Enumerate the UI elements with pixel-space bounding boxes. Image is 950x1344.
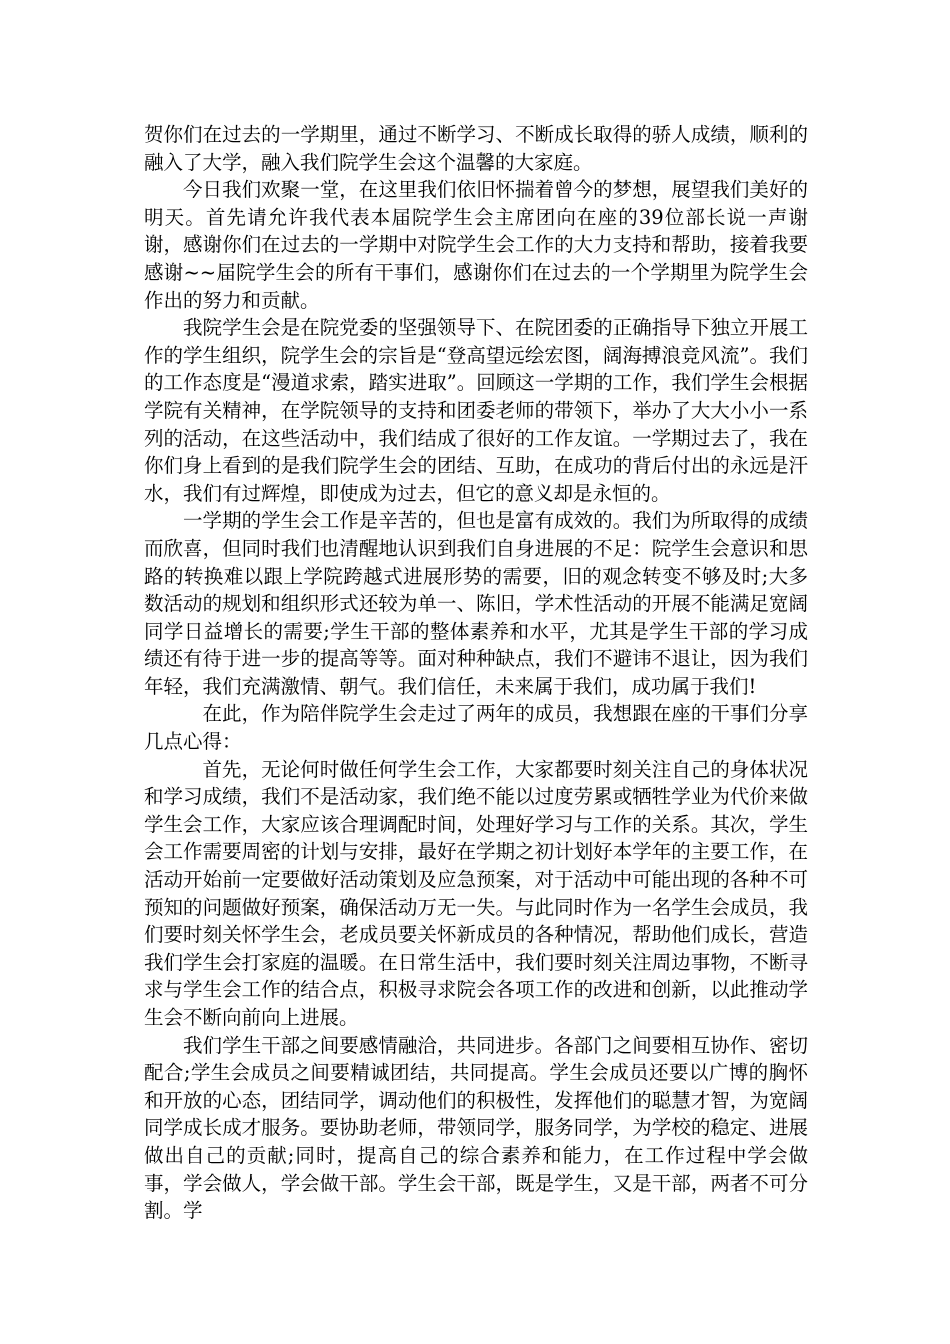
paragraph-4: 一学期的学生会工作是辛苦的，但也是富有成效的。我们为所取得的成绩而欣喜，但同时我们也清醒地认识到我们自身进展的不足：院学生会意识和思路的转换难以跟上学院跨越式进展形势的需要，旧的观念转变不够及时;大多数活动的规划和组织形式还较为单一、陈旧，学术性活动的开展不能满足宽阔同学日益增长的需要;学生干部的整体素养和水平，尤其是学生干部的学习成绩还有待于进一步的提高等等。面对种种缺点，我们不避讳不退让，因为我们年轻，我们充满激情、朝气。我们信任，未来属于我们，成功属于我们! [144, 509, 808, 698]
paragraph-3: 我院学生会是在院党委的坚强领导下、在院团委的正确指导下独立开展工作的学生组织，院学生会的宗旨是“登高望远绘宏图，阔海搏浪竞风流”。我们的工作态度是“漫道求索，踏实进取”。回顾这一学期的工作，我们学生会根据学院有关精神，在学院领导的支持和团委老师的带领下，举办了大大小小一系列的活动，在这些活动中，我们结成了很好的工作友谊。一学期过去了，我在你们身上看到的是我们院学生会的团结、互助，在成功的背后付出的永远是汗水，我们有过辉煌，即使成为过去，但它的意义却是永恒的。 [144, 316, 808, 505]
paragraph-7: 我们学生干部之间要感情融洽，共同进步。各部门之间要相互协作、密切配合;学生会成员之间要精诚团结，共同提高。学生会成员还要以广博的胸怀和开放的心态，团结同学，调动他们的积极性，发挥他们的聪慧才智，为宽阔同学成长成才服务。要协助老师，带领同学，服务同学，为学校的稳定、进展做出自己的贡献;同时，提高自己的综合素养和能力，在工作过程中学会做事，学会做人，学会做干部。学生会干部，既是学生，又是干部，两者不可分割。学 [144, 1033, 808, 1223]
paragraph-2: 今日我们欢聚一堂，在这里我们依旧怀揣着曾今的梦想，展望我们美好的明天。首先请允许我代表本届院学生会主席团向在座的39位部长说一声谢谢，感谢你们在过去的一学期中对院学生会工作的大力支持和帮助，接着我要感谢~~届院学生会的所有干事们，感谢你们在过去的一个学期里为院学生会作出的努力和贡献。 [144, 178, 808, 312]
paragraph-6: 首先，无论何时做任何学生会工作，大家都要时刻关注自己的身体状况和学习成绩，我们不是活动家，我们绝不能以过度劳累或牺牲学业为代价来做学生会工作，大家应该合理调配时间，处理好学习与工作的关系。其次，学生会工作需要周密的计划与安排，最好在学期之初计划好本学年的主要工作，在活动开始前一定要做好活动策划及应急预案，对于活动中可能出现的各种不可预知的问题做好预案，确保活动万无一失。与此同时作为一名学生会成员，我们要时刻关怀学生会，老成员要关怀新成员的各种情况，帮助他们成长，营造我们学生会打家庭的温暖。在日常生活中，我们要时刻关注周边事物，不断寻求与学生会工作的结合点，积极寻求院会各项工作的改进和创新，以此推动学生会不断向前向上进展。 [144, 757, 808, 1029]
document-body [144, 121, 808, 1225]
paragraph-1: 贺你们在过去的一学期里，通过不断学习、不断成长取得的骄人成绩，顺利的融入了大学，融入我们院学生会这个温馨的大家庭。 [144, 123, 808, 174]
paragraph-5: 在此，作为陪伴院学生会走过了两年的成员，我想跟在座的干事们分享几点心得： [144, 702, 808, 754]
